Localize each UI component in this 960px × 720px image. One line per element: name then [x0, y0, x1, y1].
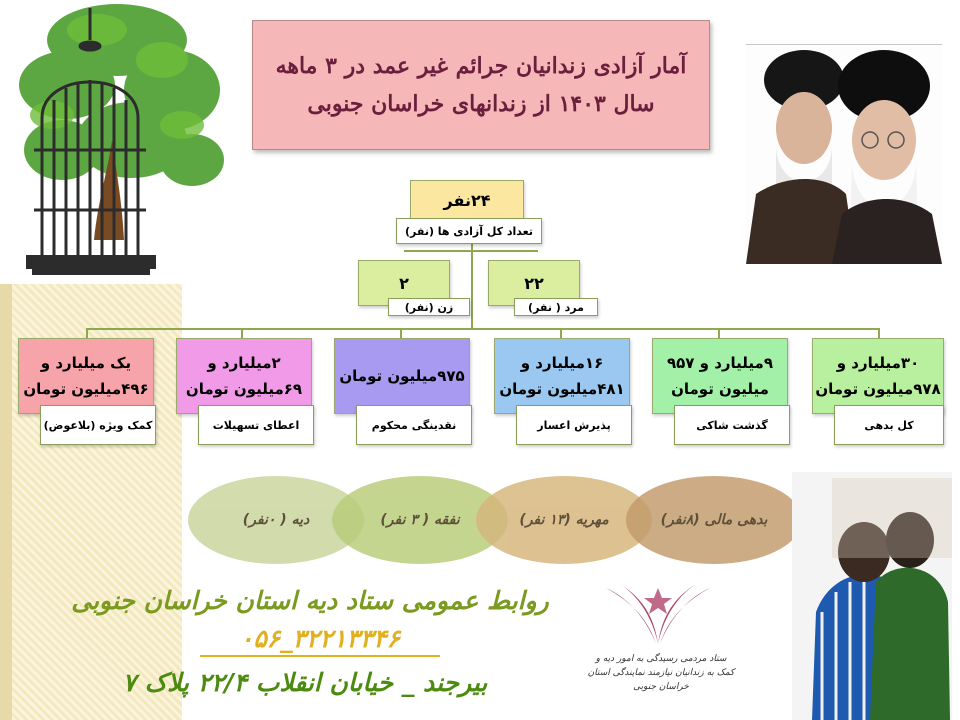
amount-label-insolvency: پذیرش اعسار [516, 405, 632, 445]
men-value: ۲۲ [524, 273, 544, 293]
page-title: آمار آزادی زندانیان جرائم غیر عمد در ۳ ماهه سال ۱۴۰۳ از زندانهای خراسان جنوبی [275, 53, 687, 117]
amount-node-insolvency [494, 338, 630, 414]
org-logo [598, 578, 718, 650]
connector-drop [718, 328, 720, 338]
amount-label-loans: اعطای تسهیلات [198, 405, 314, 445]
category-label: دیه ( ۰نفر) [242, 512, 310, 528]
amount-label-total-debt: کل بدهی [834, 405, 944, 445]
connector-drop [400, 328, 402, 338]
amount-node-total-debt [812, 338, 944, 414]
footer-phone-box [200, 624, 440, 658]
total-node [410, 180, 524, 220]
amount-node-plaintiff-waiver [652, 338, 788, 414]
amount-value: ۳۰میلیارد و ۹۷۸میلیون تومان [815, 354, 941, 398]
category-label: نفقه ( ۳ نفر) [380, 512, 460, 528]
amount-node-convict-cash [334, 338, 470, 414]
amount-value: یک میلیارد و ۴۹۶میلیون تومان [23, 354, 149, 398]
amount-value: ۹میلیارد و ۹۵۷ میلیون تومان [666, 354, 773, 398]
total-label: تعداد کل آزادی ها (نفر) [396, 218, 542, 244]
footer-address: بیرجند _ خیابان انقلاب ۲۲/۴ پلاک ۷ [122, 668, 488, 697]
connector-drop [878, 328, 880, 338]
footer-divider [200, 655, 440, 657]
amount-label-convict-cash: نقدینگی محکوم [356, 405, 472, 445]
category-circle-financial-debt [626, 476, 802, 564]
amount-label-special-aid: کمک ویژه (بلاعوض) [40, 405, 156, 445]
category-label: مهریه (۱۳ نفر) [519, 512, 609, 528]
connector-drop [86, 328, 88, 338]
footer-org: روابط عمومی ستاد دیه استان خراسان جنوبی [71, 586, 549, 615]
amount-node-loans [176, 338, 312, 414]
birdcage-tree-illustration [12, 0, 228, 284]
amount-label-plaintiff-waiver: گذشت شاکی [674, 405, 790, 445]
category-label: بدهی مالی (۸نفر) [660, 512, 768, 528]
connector-gender [404, 250, 538, 252]
connector-amounts [86, 328, 880, 330]
amount-value: ۲میلیارد و ۶۹میلیون تومان [185, 354, 303, 398]
women-value: ۲ [399, 273, 409, 293]
org-logo-text: ستاد مردمی رسیدگی به امور دیه و کمک به زندانیان نیازمند نمایندگی استان خراسان جنوبی [587, 654, 735, 692]
connector-drop [241, 328, 243, 338]
amount-node-special-aid [18, 338, 154, 414]
amount-value: ۹۷۵میلیون تومان [339, 367, 465, 385]
embrace-photo [792, 472, 952, 720]
footer-phone: ۰۵۶_۳۲۲۱۳۳۴۶ [239, 624, 401, 653]
women-label: زن (نفر) [388, 298, 470, 316]
amount-value: ۱۶میلیارد و ۴۸۱میلیون تومان [499, 354, 625, 398]
men-label: مرد ( نفر) [514, 298, 598, 316]
total-value: ۲۴نفر [443, 190, 491, 210]
side-stripe [0, 284, 12, 720]
leaders-portrait-photo [746, 44, 942, 264]
page-title-box [252, 20, 710, 150]
connector-drop [560, 328, 562, 338]
